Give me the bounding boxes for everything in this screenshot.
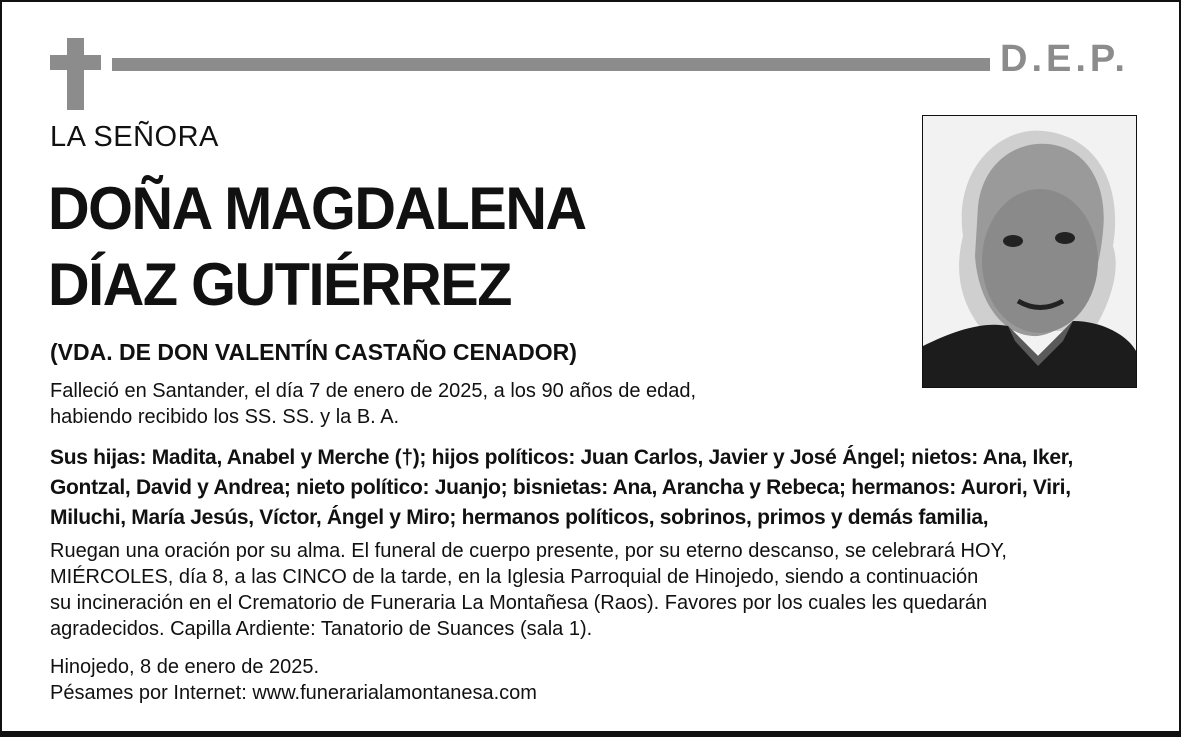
funeral-line: Ruegan una oración por su alma. El funeral de cuerpo presente, por su eterno descanso, se celebrará HOY, <box>50 540 1007 562</box>
deceased-name-line2: DÍAZ GUTIÉRREZ <box>48 251 512 318</box>
death-line: Falleció en Santander, el día 7 de enero de 2025, a los 90 años de edad, <box>50 380 697 402</box>
family-line: Sus hijas: Madita, Anabel y Merche (†); hijos políticos: Juan Carlos, Javier y José Ángel; nietos: Ana, Iker, <box>50 446 1074 469</box>
place-date: Hinojedo, 8 de enero de 2025. <box>50 656 320 678</box>
death-line: habiendo recibido los SS. SS. y la B. A. <box>50 406 400 428</box>
funeral-line: MIÉRCOLES, día 8, a las CINCO de la tarde, en la Iglesia Parroquial de Hinojedo, siendo a continuación <box>50 566 979 588</box>
widow-of: (VDA. DE DON VALENTÍN CASTAÑO CENADOR) <box>50 339 577 365</box>
portrait-photo <box>922 115 1137 388</box>
family-line: Gontzal, David y Andrea; nieto político: Juanjo; bisnietas: Ana, Arancha y Rebeca; hermanos: Aurori, Viri, <box>50 476 1071 499</box>
closing <box>50 654 537 706</box>
condolences-url[interactable]: Pésames por Internet: www.funerarialamontanesa.com <box>50 682 537 704</box>
cross-icon <box>50 38 101 110</box>
funeral-line: agradecidos. Capilla Ardiente: Tanatorio de Suances (sala 1). <box>50 618 593 640</box>
funeral-line: su incineración en el Crematorio de Funeraria La Montañesa (Raos). Favores por los cuales les quedarán <box>50 592 988 614</box>
header-rule <box>112 58 990 71</box>
dep-label: D.E.P. <box>1000 38 1129 80</box>
family-line: Miluchi, María Jesús, Víctor, Ángel y Miro; hermanos políticos, sobrinos, primos y demás familia, <box>50 506 989 529</box>
family-list <box>50 443 1073 533</box>
deceased-name-line1: DOÑA MAGDALENA <box>48 175 586 242</box>
death-statement <box>50 378 696 430</box>
title-prefix: LA SEÑORA <box>50 121 219 153</box>
funeral-details <box>50 538 1007 642</box>
